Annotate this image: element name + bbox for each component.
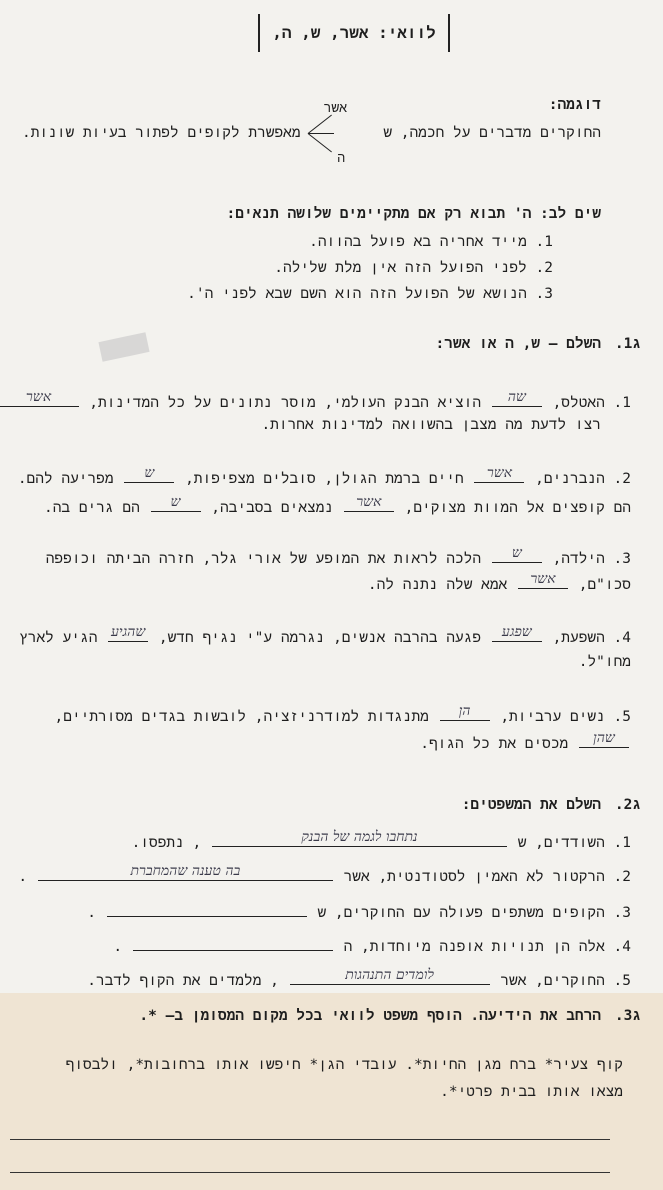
smudge-mark — [98, 332, 149, 362]
s2-item-2: 2. הרקטור לא האמין לסטודנטית, אשר בה טענה שהמחברת . — [18, 863, 631, 885]
s1-item-5-blank-1[interactable]: הן — [440, 706, 490, 721]
s1-item-2-line-2: הם קופצים אל המוות מצוקים, אשר נמצאים בסביבה, ש הם גרים בה. — [43, 494, 631, 516]
section-2-heading: השלם את המשפטים: — [461, 797, 601, 813]
s1-item-3-line-1: 3. הילדה, ש הלכה לראות את המופע של אורי גלר, חזרה הביתה וכופפה — [45, 545, 631, 567]
s1-item-2-line-1: 2. הנברנים, אשר חיים ברמת הגולן, סובלים מצפיפות, ש מפריעה להם. — [17, 465, 631, 487]
s3-answer-line-2[interactable] — [10, 1172, 610, 1173]
s1-item-4-blank-2[interactable]: שהגיע — [108, 627, 148, 642]
example-branch-bottom — [308, 115, 332, 134]
s2-item-4: 4. אלה הן תנויות אופנה מיוחדות, ה . — [113, 936, 631, 956]
section-3-heading: הרחב את הידיעה. הוסף משפט לוואי בכל מקום המסומן ב– *. — [139, 1008, 601, 1024]
s2-item-5: 5. החוקרים, אשר לומדים התנהגות , מלמדים את הקוף לדבר. — [87, 967, 631, 989]
example-sentence-end: מאפשרת לקופים לפתור בעיות שונות. — [22, 125, 301, 141]
note-heading: שים לב: ה' תבוא רק אם מתקיימים שלושה תנאים: — [226, 206, 601, 222]
s1-item-1-line-2: רצו לדעת מה מצבן בהשוואה למדינות אחרות. — [261, 417, 601, 433]
s2-item-4-blank[interactable] — [133, 936, 333, 951]
s2-item-1: 1. השודדים, ש נתחבו לגמה של הבנק , נתפסו. — [131, 829, 631, 851]
s2-item-5-blank[interactable]: לומדים התנהגות — [290, 970, 490, 985]
example-sentence-start: החוקרים מדברים על חכמה, ש — [383, 125, 601, 141]
s3-answer-line-1[interactable] — [10, 1139, 610, 1140]
s1-item-5-blank-2[interactable]: שהן — [579, 733, 629, 748]
example-branch-top — [308, 133, 332, 152]
s1-item-4-line-1: 4. השפעת, שפגע פגעה בהרבה אנשים, נגרמה ע"י נגיף חדש, שהגיע הגיע לארץ — [19, 624, 631, 646]
s1-item-4-line-2: מחו"ל. — [578, 654, 631, 670]
note-condition-2: 2. לפני הפועל הזה אין מלת שלילה. — [274, 260, 553, 276]
s1-item-1-blank-1[interactable]: שה — [492, 392, 542, 407]
section-2-number: ג2. — [614, 797, 641, 813]
s2-item-3: 3. הקופים משתפים פעולה עם החוקרים, ש . — [87, 902, 631, 922]
s3-paragraph-line-2: מצאו אותו בבית פרטי*. — [440, 1084, 623, 1100]
s1-item-3-blank-2[interactable]: אשר — [518, 574, 568, 589]
note-condition-1: 1. מייד אחריה בא פועל בהווה. — [309, 234, 553, 250]
example-branch-middle — [308, 133, 334, 134]
example-option-bottom: ה — [337, 151, 345, 166]
worksheet-title: לוואי: אשר, ש, ה, — [258, 14, 450, 52]
s1-item-2-blank-2[interactable]: ש — [124, 468, 174, 483]
note-condition-3: 3. הנושא של הפועל הזה הוא השם שבא לפני ה'. — [187, 286, 553, 302]
s1-item-1-blank-2[interactable]: אשר — [0, 392, 79, 407]
section-1-heading: השלם – ש, ה או אשר: — [435, 336, 601, 352]
s2-item-3-blank[interactable] — [107, 902, 307, 917]
s1-item-2-blank-3[interactable]: אשר — [344, 497, 394, 512]
section-3-number: ג3. — [614, 1008, 641, 1024]
s2-item-2-blank[interactable]: בה טענה שהמחברת — [38, 866, 333, 881]
s1-item-3-blank-1[interactable]: ש — [492, 548, 542, 563]
s1-item-3-line-2: סכו"ם, אשר אמא שלה נתנה לה. — [367, 571, 631, 593]
s1-item-2-blank-4[interactable]: ש — [151, 497, 201, 512]
s2-item-1-blank[interactable]: נתחבו לגמה של הבנק — [212, 832, 507, 847]
s3-paragraph-line-1: קוף צעיר* ברח מגן החיות*. עובדי הגן* חיפשו אותו ברחובות*, ולבסוף — [65, 1057, 623, 1073]
s1-item-2-blank-1[interactable]: אשר — [474, 468, 524, 483]
s1-item-5-line-1: 5. נשים ערביות, הן מתנגדות למודרניזציה, לובשות בגדים מסורתיים, — [54, 703, 631, 725]
section-1-number: ג1. — [614, 336, 641, 352]
s1-item-1-line-1: 1. האטלס, שה הוציא הבנק העולמי, מוסר נתונים על כל המדינות, אשר — [0, 392, 631, 412]
example-label: דוגמה: — [548, 97, 601, 113]
s1-item-5-line-2: שהן מכסים את כל הגוף. — [420, 733, 631, 753]
example-option-top: אשר — [323, 101, 347, 116]
s1-item-4-blank-1[interactable]: שפגע — [492, 627, 542, 642]
